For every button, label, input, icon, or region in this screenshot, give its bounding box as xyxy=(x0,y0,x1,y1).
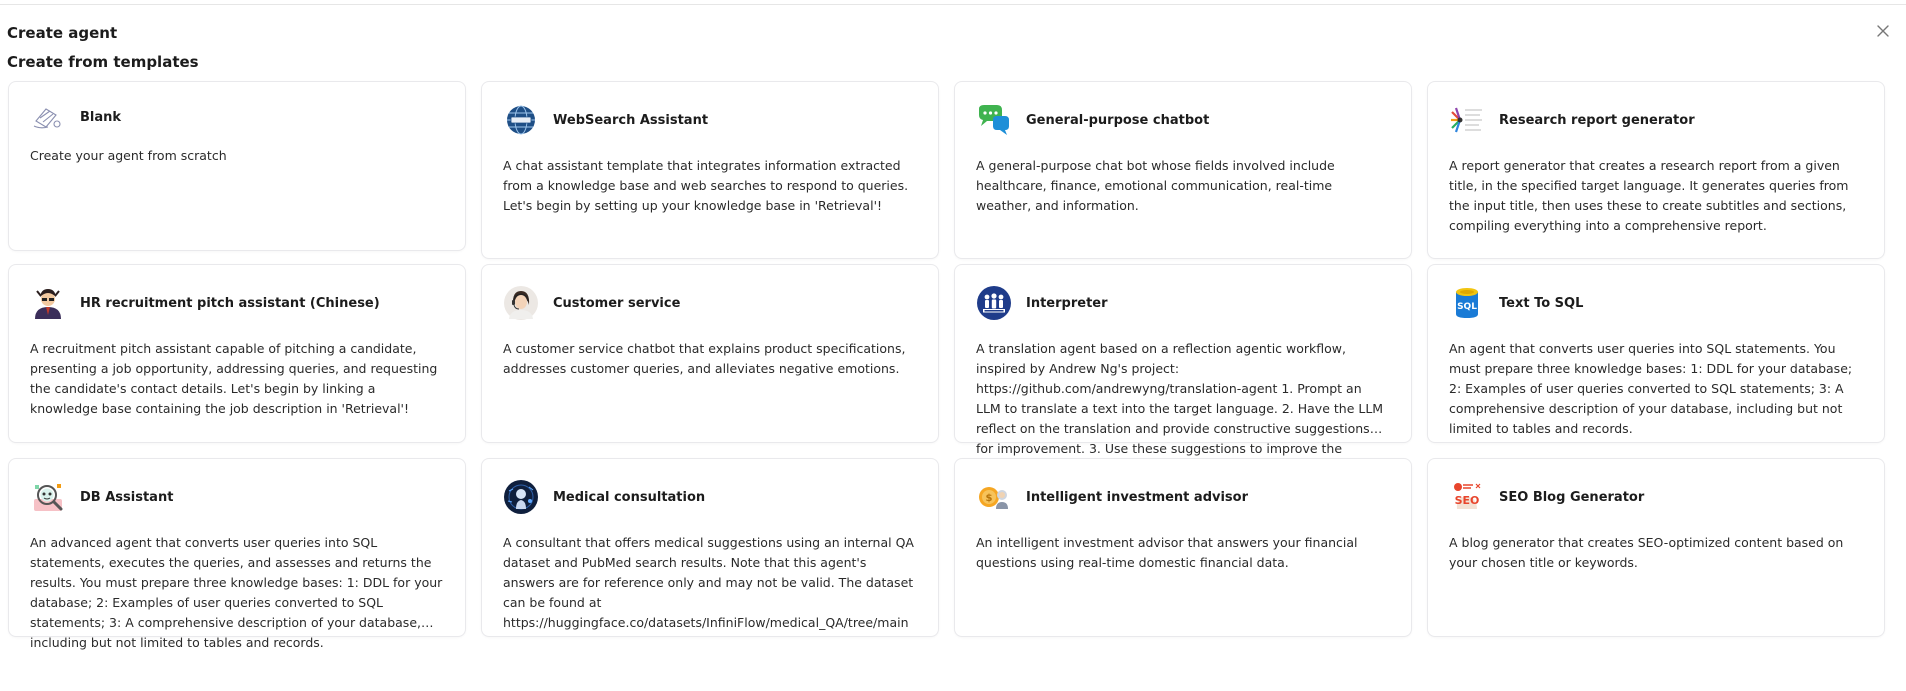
card-description: A consultant that offers medical suggestions using an internal QA dataset and PubMed search results. Note that this agent's answers are for reference only and may not be valid. The dataset can be found at https://huggingface.co/datasets/InfiniFlow/medical_QA/tree/main xyxy=(503,535,914,630)
template-card-websearch-assistant[interactable] xyxy=(481,81,939,259)
card-description: An intelligent investment advisor that answers your financial questions using real-time domestic financial data. xyxy=(976,535,1358,570)
top-divider xyxy=(0,4,1906,5)
template-card-intelligent-investment-advisor[interactable] xyxy=(954,458,1412,637)
template-grid xyxy=(8,81,1885,650)
interpreter-icon xyxy=(976,285,1012,321)
customer-service-icon xyxy=(503,285,539,321)
globe-icon xyxy=(503,102,539,138)
card-description: A report generator that creates a research report from a given title, in the specified target language. It generates queries from the input title, then uses these to create subtitles and sections, compiling everything into a comprehensive report. xyxy=(1449,158,1849,233)
card-title: Text To SQL xyxy=(1499,295,1584,311)
investment-icon xyxy=(976,479,1012,515)
template-card-medical-consultation[interactable] xyxy=(481,458,939,637)
dialog-title: Create agent xyxy=(7,24,118,42)
medical-icon xyxy=(503,479,539,515)
svg-text:SEO: SEO xyxy=(1454,494,1480,507)
close-button[interactable] xyxy=(1872,20,1894,42)
card-description: An advanced agent that converts user queries into SQL statements, executes the queries, and assesses and returns the results. You must prepare three knowledge bases: 1: DDL for your database; 2: Examples of user queries converted to SQL statements; 3: A comprehensive description of your database, including but not limited to tables and records. xyxy=(30,535,443,650)
card-description: A blog generator that creates SEO-optimized content based on your chosen title or keywords. xyxy=(1449,535,1844,570)
template-card-hr-recruitment-pitch-assistant[interactable] xyxy=(8,264,466,443)
card-description: Create your agent from scratch xyxy=(30,148,227,163)
card-title: DB Assistant xyxy=(80,489,174,505)
report-icon xyxy=(1449,102,1485,138)
card-title: General-purpose chatbot xyxy=(1026,112,1210,128)
template-card-text-to-sql[interactable] xyxy=(1427,264,1885,443)
card-description: A general-purpose chat bot whose fields involved include healthcare, finance, emotional communication, real-time weather, and information. xyxy=(976,158,1335,213)
close-icon xyxy=(1877,25,1889,37)
card-title: Customer service xyxy=(553,295,681,311)
chat-bubbles-icon xyxy=(976,102,1012,138)
card-title: Research report generator xyxy=(1499,112,1695,128)
hr-person-icon xyxy=(30,285,66,321)
card-title: WebSearch Assistant xyxy=(553,112,709,128)
template-card-customer-service[interactable] xyxy=(481,264,939,443)
card-description: A chat assistant template that integrates information extracted from a knowledge base and web searches to respond to queries. Let's begin by setting up your knowledge base in 'Retrieval'! xyxy=(503,158,909,213)
card-description: A translation agent based on a reflection agentic workflow, inspired by Andrew Ng's project: https://github.com/andrewyng/translation-agent 1. Prompt an LLM to translate a text into the target language. 2. Have the LLM reflect on the translation and provide constructive suggestions for improvement. 3. Use these suggestions to improve the xyxy=(976,341,1384,456)
blank-icon xyxy=(30,99,66,135)
card-description: A recruitment pitch assistant capable of pitching a candidate, presenting a job opportunity, addressing queries, and requesting the candidate's contact details. Let's begin by linking a knowledge base containing the job description in 'Retrieval'! xyxy=(30,341,438,416)
template-card-db-assistant[interactable] xyxy=(8,458,466,650)
svg-text:SQL: SQL xyxy=(1457,302,1477,312)
template-card-blank[interactable] xyxy=(8,81,466,251)
card-title: SEO Blog Generator xyxy=(1499,489,1645,505)
card-title: Interpreter xyxy=(1026,295,1108,311)
template-card-research-report-generator[interactable] xyxy=(1427,81,1885,259)
sql-database-icon xyxy=(1449,285,1485,321)
section-title: Create from templates xyxy=(7,53,199,71)
template-card-seo-blog-generator[interactable] xyxy=(1427,458,1885,637)
card-title: Intelligent investment advisor xyxy=(1026,489,1249,505)
template-card-interpreter[interactable] xyxy=(954,264,1412,456)
card-title: Medical consultation xyxy=(553,489,706,505)
card-title: HR recruitment pitch assistant (Chinese) xyxy=(80,295,380,311)
svg-text:$: $ xyxy=(985,493,993,504)
seo-icon xyxy=(1449,479,1485,515)
db-assistant-icon xyxy=(30,479,66,515)
template-card-general-purpose-chatbot[interactable] xyxy=(954,81,1412,259)
card-title: Blank xyxy=(80,109,122,125)
card-description: An agent that converts user queries into SQL statements. You must prepare three knowledge bases: 1: DDL for your database; 2: Examples of user queries converted to SQL statements; 3: A comprehensive description of your database, including but not limited to tables and records. xyxy=(1449,341,1853,436)
card-description: A customer service chatbot that explains product specifications, addresses customer queries, and alleviates negative emotions. xyxy=(503,341,906,376)
